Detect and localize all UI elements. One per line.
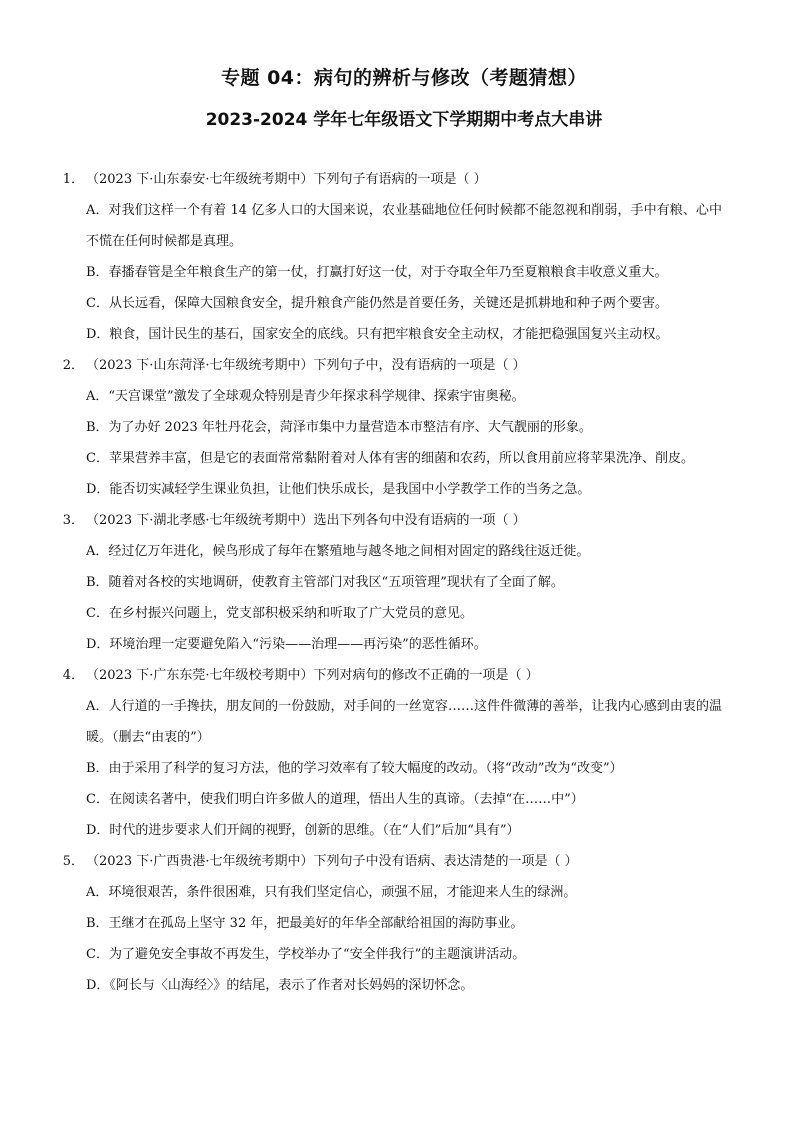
option-a: A．对我们这样一个有着 14 亿多人口的大国来说，农业基础地位任何时候都不能忽视和削弱，手中有粮、心中不慌在任何时候都是真理。 <box>86 203 722 249</box>
option-d: D．时代的进步要求人们开阔的视野，创新的思维。（在“人们”后加“具有”） <box>86 823 520 838</box>
question-number: 5． <box>62 854 84 869</box>
option-a: A．“天宫课堂”激发了全球观众特别是青少年探求科学规律、探索宇宙奥秘。 <box>86 389 525 404</box>
option-c: C．苹果营养丰富，但是它的表面常常黏附着对人体有害的细菌和农药，所以食用前应将苹果洗净、削皮。 <box>86 451 694 466</box>
question-stem <box>50 350 722 381</box>
option-b: B．为了办好 2023 年牡丹花会，菏泽市集中力量营造本市整洁有序、大气靓丽的形象。 <box>86 420 592 435</box>
question-number: 2． <box>62 358 84 373</box>
question-4 <box>62 660 722 846</box>
question-text: （2023 下·山东泰安·七年级统考期中）下列句子有语病的一项是（ ） <box>86 172 487 187</box>
question-stem <box>50 505 722 536</box>
option-a: A．环境很艰苦，条件很困难，只有我们坚定信心，顽强不屈，才能迎来人生的绿洲。 <box>86 885 577 900</box>
question-number: 3． <box>62 513 84 528</box>
question-stem <box>50 846 722 877</box>
question-1 <box>62 164 722 350</box>
question-2 <box>62 350 722 505</box>
option-a: A．人行道的一手搀扶，朋友间的一份鼓励，对手间的一丝宽容……这件件微薄的善举，让我内心感到由衷的温暖。（删去“由衷的”） <box>86 699 722 745</box>
question-list <box>62 164 722 1001</box>
option-b: B．王继才在孤岛上坚守 32 年，把最美好的年华全部献给祖国的海防事业。 <box>86 916 524 931</box>
option-b: B．春播春管是全年粮食生产的第一仗，打赢打好这一仗，对于夺取全年乃至夏粮粮食丰收意义重大。 <box>86 265 668 280</box>
option-d: D．《阿长与〈山海经〉》的结尾，表示了作者对长妈妈的深切怀念。 <box>86 978 474 993</box>
option-c: C．从长远看，保障大国粮食安全，提升粮食产能仍然是首要任务，关键还是抓耕地和种子两个要害。 <box>86 296 668 311</box>
option-d: D．环境治理一定要避免陷入“污染——治理——再污染”的恶性循环。 <box>86 637 487 652</box>
page-subtitle: 2023-2024 学年七年级语文下学期期中考点大串讲 <box>205 110 603 130</box>
question-3 <box>62 505 722 660</box>
question-text: （2023 下·湖北孝感·七年级统考期中）选出下列各句中没有语病的一项（ ） <box>86 513 526 528</box>
option-c: C．在乡村振兴问题上，党支部积极采纳和听取了广大党员的意见。 <box>86 606 473 621</box>
question-text: （2023 下·广东东莞·七年级校考期中）下列对病句的修改不正确的一项是（ ） <box>86 668 539 683</box>
question-text: （2023 下·山东菏泽·七年级统考期中）下列句子中，没有语病的一项是（ ） <box>86 358 526 373</box>
option-b: B．由于采用了科学的复习方法，他的学习效率有了较大幅度的改动。（将“改动”改为“改变”） <box>86 761 623 776</box>
page-title: 专题 04：病句的辨析与修改（考题猜想） <box>220 67 588 89</box>
question-number: 4． <box>62 668 84 683</box>
question-number: 1． <box>62 172 84 187</box>
option-b: B．随着对各校的实地调研，使教育主管部门对我区“五项管理”现状有了全面了解。 <box>86 575 564 590</box>
option-a: A．经过亿万年进化，候鸟形成了每年在繁殖地与越冬地之间相对固定的路线往返迁徙。 <box>86 544 590 559</box>
question-stem <box>50 660 722 691</box>
option-c: C．为了避免安全事故不再发生，学校举办了“安全伴我行”的主题演讲活动。 <box>86 947 526 962</box>
question-5 <box>62 846 722 1001</box>
option-c: C．在阅读名著中，使我们明白许多做人的道理，悟出人生的真谛。（去掉“在……中”） <box>86 792 584 807</box>
option-d: D．粮食，国计民生的基石，国家安全的底线。只有把牢粮食安全主动权，才能把稳强国复兴主动权。 <box>86 327 669 342</box>
option-d: D．能否切实减轻学生课业负担，让他们快乐成长，是我国中小学教学工作的当务之急。 <box>86 482 591 497</box>
question-text: （2023 下·广西贵港·七年级统考期中）下列句子中没有语病、表达清楚的一项是（ ） <box>86 854 578 869</box>
question-stem <box>50 164 722 195</box>
